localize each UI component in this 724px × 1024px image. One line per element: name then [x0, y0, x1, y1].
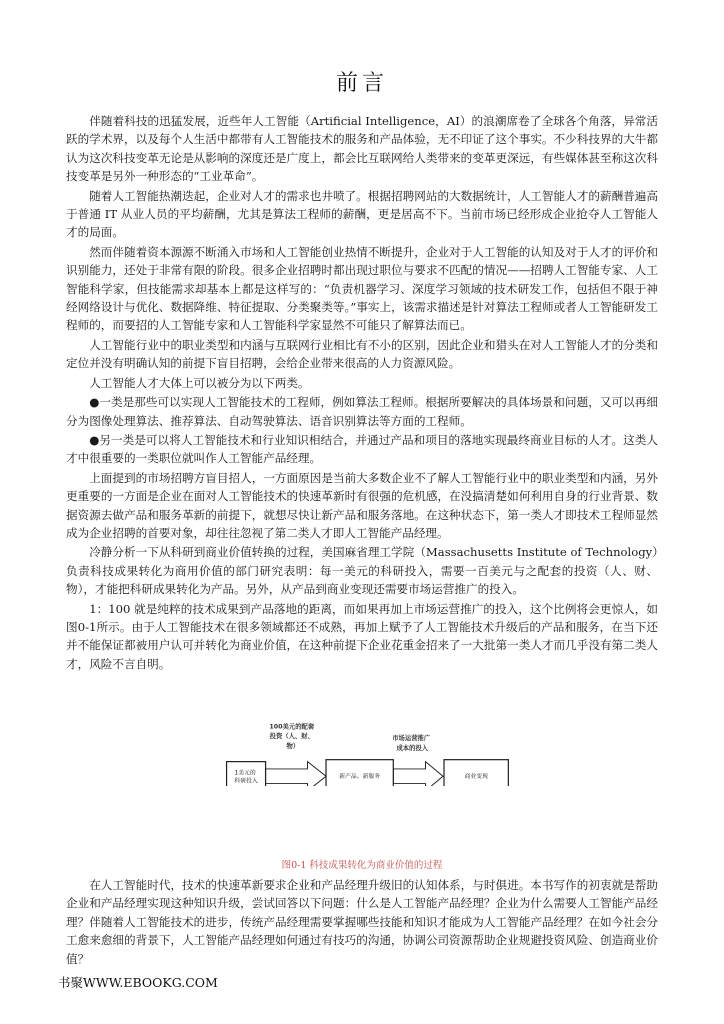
paragraph: 1：100 就是纯粹的技术成果到产品落地的距离，而如果再加上市场运营推广的投入，这个比例将会更惊人，如图0-1所示。由于人工智能技术在很多领域都还不成熟，再加上赋予了人工智能技术升级后的产品和服务，在当下还并不能保证都被用户认可并转化为商业价值，在这种前提下企业花重金招来了一大批第一类人才而几乎没有第二类人才，风险不言自明。 [66, 601, 658, 671]
paragraph: 随着人工智能热潮迭起，企业对人才的需求也井喷了。根据招聘网站的大数据统计，人工智能人才的薪酬普遍高于普通 IT 从业人员的平均薪酬，尤其是算法工程师的薪酬，更是居高不下。当前市场已经形成企业抢夺人工智能人才的局面。 [66, 188, 658, 240]
box1-line-2: 科研投入 [234, 778, 258, 785]
box-new-products-label: 新产品、新服务 [339, 774, 381, 781]
box1-line-1: 1美元的 [234, 770, 256, 777]
arrow-1-label [269, 721, 316, 750]
bullet-paragraph: ●一类是那些可以实现人工智能技术的工程师，例如算法工程师。根据所要解决的具体场景和问题，又可以再细分为图像处理算法、推荐算法、自动驾驶算法、语音识别算法等方面的工程师。 [66, 395, 658, 428]
paragraph: 人工智能行业中的职业类型和内涵与互联网行业相比有不小的区别，因此企业和猎头在对人工智能人才的分类和定位并没有明确认知的前提下盲目招聘，会给企业带来很高的人力资源风险。 [66, 337, 658, 371]
arrow2-line-1: 市场运营推广 [392, 735, 431, 743]
paragraph: 上面提到的市场招聘方盲目招人，一方面原因是当前大多数企业不了解人工智能行业中的职业类型和内涵，另外更重要的一方面是企业在面对人工智能技术的快速革新时有很强的危机感，在没搞清楚如何利用自身的行业背景、数据资源去做产品和服务革新的前提下，就想尽快让新产品和服务落地。在这种状态下，第一类人才即技术工程师显然成为企业招聘的首要对象，却往往忽视了第二类人才即人工智能产品经理。 [66, 470, 658, 540]
footer-watermark: 书聚WWW.EBOOKG.COM [58, 975, 218, 990]
paragraph: 然而伴随着资本源源不断涌入市场和人工智能创业热情不断提升，企业对于人工智能的认知及对于人才的评价和识别能力，还处于非常有限的阶段。很多企业招聘时都出现过职位与要求不匹配的情况——招聘人工智能专家、人工智能科学家，但技能需求却基本上都是这样写的：“负责机器学习、深度学习领域的技术研发工作，包括但不限于神经网络设计与优化、数据降维、特征提取、分类聚类等。”事实上，该需求描述是针对算法工程师或者人工智能研发工程师的，而要招的人工智能专家和人工智能科学家显然不可能只了解算法而已。 [66, 244, 658, 333]
paragraph: 在人工智能时代，技术的快速革新要求企业和产品经理升级旧的认知体系，与时俱进。本书写作的初衷就是帮助企业和产品经理实现这种知识升级，尝试回答以下问题：什么是人工智能产品经理？企业为什么需要人工智能产品经理？伴随着人工智能技术的进步，传统产品经理需要掌握哪些技能和知识才能成为人工智能产品经理？在如今社会分工愈来愈细的背景下，人工智能产品经理如何通过有技巧的沟通，协调公司资源帮助企业规避投资风险、创造商业价值？ [66, 878, 658, 966]
box-monetization [444, 760, 508, 786]
closing-body [66, 876, 658, 968]
paragraph: 冷静分析一下从科研到商业价值转换的过程，美国麻省理工学院（Massachusetts Institute of Technology）负责科技成果转化为商用价值的部门研究表明：每一美元的科研投入，需要一百美元与之配套的投资（人、财、物），才能把科研成果转化为产品。另外，从产品到商业变现还需要市场运营推广的投入。 [66, 545, 658, 597]
process-figure [66, 708, 666, 786]
arrow-2-label [392, 733, 432, 752]
arrow1-line-2: 投资（人、财、 [269, 733, 314, 741]
page-title: 前言 [335, 71, 388, 96]
box-new-products [326, 760, 393, 786]
figure-caption: 图0-1 科技成果转化为商业价值的过程 [281, 860, 443, 871]
arrow2-line-2: 成本的投入 [396, 744, 429, 752]
preface-body [66, 112, 658, 674]
paragraph: 人工智能人才大体上可以被分为以下两类。 [89, 375, 310, 390]
arrow-2-shape [393, 762, 443, 786]
box-monetization-label: 商业变现 [464, 774, 488, 781]
arrow1-line-3: 物） [286, 742, 300, 750]
arrow-1-shape [266, 762, 326, 786]
arrow1-line-1: 100美元的配套 [269, 723, 315, 731]
paragraph: 伴随着科技的迅猛发展，近些年人工智能（Artificial Intelligence，AI）的浪潮席卷了全球各个角落，异常活跃的学术界，以及每个人生活中都带有人工智能技术的服务和产品体验，无不印证了这个事实。不少科技界的大牛都认为这次科技变革无论是从影响的深度还是广度上，都会比互联网给人类带来的变革更深远，有些媒体甚至称这次科技变革是另外一种形态的“工业革命”。 [66, 114, 658, 184]
bullet-paragraph: ●另一类是可以将人工智能技术和行业知识相结合，并通过产品和项目的落地实现最终商业目标的人才。这类人才中很重要的一类职位就叫作人工智能产品经理。 [66, 432, 658, 466]
